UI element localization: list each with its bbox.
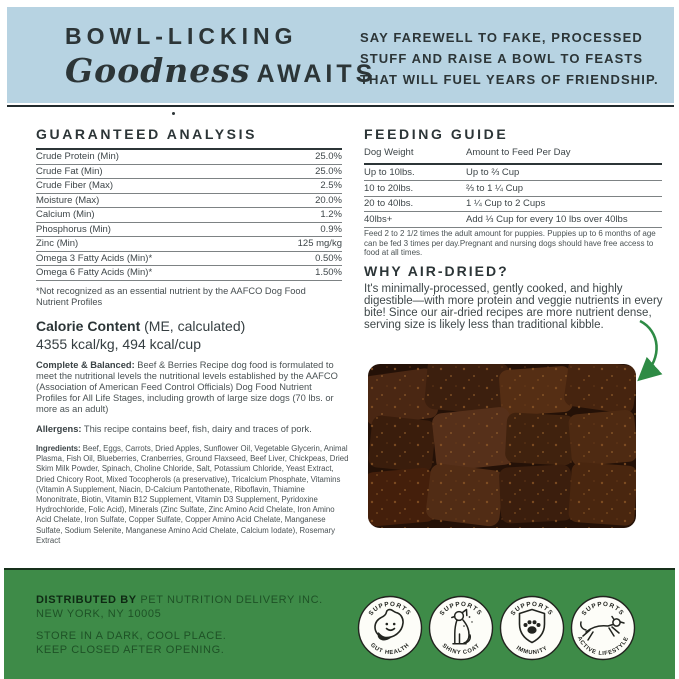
aafco-footnote: *Not recognized as an essential nutrient by the AAFCO Dog Food Nutrient Profiles: [36, 286, 306, 307]
badge-immunity: [499, 595, 565, 661]
badge-top-text: SUPPORTS: [438, 600, 484, 618]
analysis-label: Phosphorus (Min): [36, 223, 111, 235]
headline-script-word: Goodness: [65, 51, 251, 90]
analysis-row: [36, 266, 342, 281]
analysis-row: [36, 179, 342, 194]
feeding-weight: 10 to 20lbs.: [364, 182, 414, 194]
storage-line-2: KEEP CLOSED AFTER OPENING.: [36, 643, 225, 656]
complete-balanced-label: Complete & Balanced:: [36, 360, 135, 370]
distributed-by-line: [36, 594, 323, 608]
analysis-row: [36, 208, 342, 223]
feeding-guide-table: [364, 163, 662, 228]
analysis-label: Moisture (Max): [36, 194, 100, 206]
feeding-weight: 40lbs+: [364, 214, 393, 226]
analysis-label: Omega 3 Fatty Acids (Min)*: [36, 252, 153, 264]
feeding-amount: Add ⅓ Cup for every 10 lbs over 40lbs: [466, 214, 628, 226]
feeding-guide-header: [364, 147, 662, 158]
analysis-value: 1.50%: [315, 267, 342, 279]
headline-suffix: AWAITS: [256, 60, 377, 88]
feeding-row: [364, 181, 662, 197]
distributed-by-label: DISTRIBUTED BY: [36, 594, 137, 606]
analysis-label: Omega 6 Fatty Acids (Min)*: [36, 267, 153, 279]
feeding-row: [364, 165, 662, 181]
analysis-value: 0.9%: [320, 223, 342, 235]
complete-balanced-paragraph: [36, 360, 338, 415]
tagline-line: THAT WILL FUEL YEARS OF FRIENDSHIP.: [360, 71, 659, 87]
calorie-content: [36, 318, 245, 352]
tagline-line: STUFF AND RAISE A BOWL TO FEASTS: [360, 50, 644, 66]
footer-band: [4, 568, 675, 679]
calorie-value: 4355 kcal/kg, 494 kcal/cup: [36, 336, 201, 352]
column-dog-weight: Dog Weight: [364, 147, 414, 158]
divider-rule: [7, 105, 674, 107]
analysis-value: 1.2%: [320, 209, 342, 221]
guaranteed-analysis-title: GUARANTEED ANALYSIS: [36, 126, 258, 142]
feeding-weight: Up to 10lbs.: [364, 166, 415, 178]
analysis-row: [36, 194, 342, 209]
allergens-text: This recipe contains beef, fish, dairy and traces of pork.: [81, 424, 312, 434]
feeding-amount: ⅔ to 1 ¼ Cup: [466, 182, 524, 194]
analysis-row: [36, 252, 342, 267]
analysis-value: 0.50%: [315, 252, 342, 264]
feeding-weight: 20 to 40lbs.: [364, 198, 414, 210]
analysis-label: Calcium (Min): [36, 209, 95, 221]
footer-text-block: [36, 594, 323, 657]
analysis-value: 25.0%: [315, 151, 342, 163]
analysis-value: 2.5%: [320, 180, 342, 192]
analysis-value: 25.0%: [315, 165, 342, 177]
feeding-guide-title: FEEDING GUIDE: [364, 126, 509, 142]
badge-top-text: SUPPORTS: [509, 600, 555, 618]
analysis-row: [36, 223, 342, 238]
storage-line-1: STORE IN A DARK, COOL PLACE.: [36, 630, 227, 642]
badge-bottom-text: ACTIVE LIFESTYLE: [575, 635, 631, 658]
calorie-label: Calorie Content: [36, 318, 141, 334]
analysis-row: [36, 165, 342, 180]
analysis-label: Crude Fat (Min): [36, 165, 103, 177]
benefit-badges: [357, 595, 636, 661]
analysis-value: 125 mg/kg: [297, 238, 342, 250]
ingredients-paragraph: [36, 444, 350, 546]
ingredients-text: Beef, Eggs, Carrots, Dried Apples, Sunflower Oil, Vegetable Glycerin, Animal Plasma, Fish Oil, Blueberries, Cranberries, Ground Flaxseed, Beef Liver, Chickpeas, Dried Skim Milk Powder, Spinach, Choline Chloride, Salt, Potassium Chloride, Yeast Extract, Dried Chicory Root, Mixed Tocopherols (a preservative), Tricalcium Phosphate, Vitamins (Vitamin A Supplement, Niacin, D-Calcium Pantothenate, Riboflavin, Thiamine Mononitrate, Biotin, Vitamin B12 Supplement, Vitamin D3 Supplement, Pyridoxine Hydrochloride, Folic Acid), Minerals (Zinc Sulfate, Zinc Amino Acid Chelate, Iron Amino Acid Chelate, Iron Sulfate, Copper Sulfate, Copper Amino Acid Chelate, Manganese Sulfate, Sodium Selenite, Manganese Amino Acid Chelate, Calcium Iodate), Rosemary Extract: [36, 444, 349, 545]
top-banner: [7, 7, 674, 103]
analysis-value: 20.0%: [315, 194, 342, 206]
badge-bottom-text: GUT HEALTH: [369, 642, 411, 657]
feeding-amount: 1 ¼ Cup to 2 Cups: [466, 198, 546, 210]
puppy-feeding-note: Feed 2 to 2 1/2 times the adult amount for puppies. Puppies up to 6 months of age can be fed 3 times per day.Pregnant and nursing dogs should have free access to food at all times.: [364, 229, 656, 258]
headline-block: [65, 23, 376, 90]
badge-top-text: SUPPORTS: [580, 600, 626, 618]
analysis-label: Crude Protein (Min): [36, 151, 119, 163]
analysis-row: [36, 150, 342, 165]
analysis-label: Crude Fiber (Max): [36, 180, 114, 192]
badge-gut-health: [357, 595, 423, 661]
feeding-row: [364, 212, 662, 228]
headline-line2: [65, 51, 376, 90]
headline-line1: BOWL-LICKING: [65, 23, 298, 49]
badge-bottom-text: SHINY COAT: [440, 642, 482, 657]
calorie-meta: (ME, calculated): [140, 318, 246, 334]
badge-active-lifestyle: [570, 595, 636, 661]
guaranteed-analysis-table: [36, 148, 342, 281]
separator-dot: [172, 112, 175, 115]
feeding-amount: Up to ⅔ Cup: [466, 166, 520, 178]
allergens-paragraph: [36, 424, 338, 435]
calorie-heading: [36, 318, 245, 334]
address-line: NEW YORK, NY 10005: [36, 607, 162, 620]
column-amount: Amount to Feed Per Day: [466, 147, 571, 158]
badge-top-text: SUPPORTS: [367, 600, 413, 618]
distributed-by-value: PET NUTRITION DELIVERY INC.: [136, 594, 323, 606]
badge-bottom-text: IMMUNITY: [514, 645, 550, 657]
why-air-dried-title: WHY AIR-DRIED?: [364, 263, 509, 279]
complete-balanced-text: Beef & Berries Recipe dog food is formulated to meet the nutritional levels the nutritional levels established by the AAFCO (Association of American Feed Control Officials) Dog Food Nutrient Profiles for All Life Stages, including growth of large size dogs (70 lbs. or more as an adult): [36, 360, 338, 414]
tagline-line: SAY FAREWELL TO FAKE, PROCESSED: [360, 30, 643, 45]
feeding-row: [364, 197, 662, 213]
analysis-label: Zinc (Min): [36, 238, 79, 250]
badge-shiny-coat: [428, 595, 494, 661]
analysis-row: [36, 237, 342, 252]
allergens-label: Allergens:: [36, 424, 82, 434]
kibble-photo: [368, 364, 636, 528]
tagline-block: [360, 28, 659, 90]
ingredients-label: Ingredients:: [36, 444, 81, 453]
why-air-dried-text: It's minimally-processed, gently cooked, and highly digestible—with more protein and veggie nutrients in every bite! Since our air-dried recipes are more nutrient dense, serving size is likely less than traditional kibble.: [364, 283, 663, 332]
